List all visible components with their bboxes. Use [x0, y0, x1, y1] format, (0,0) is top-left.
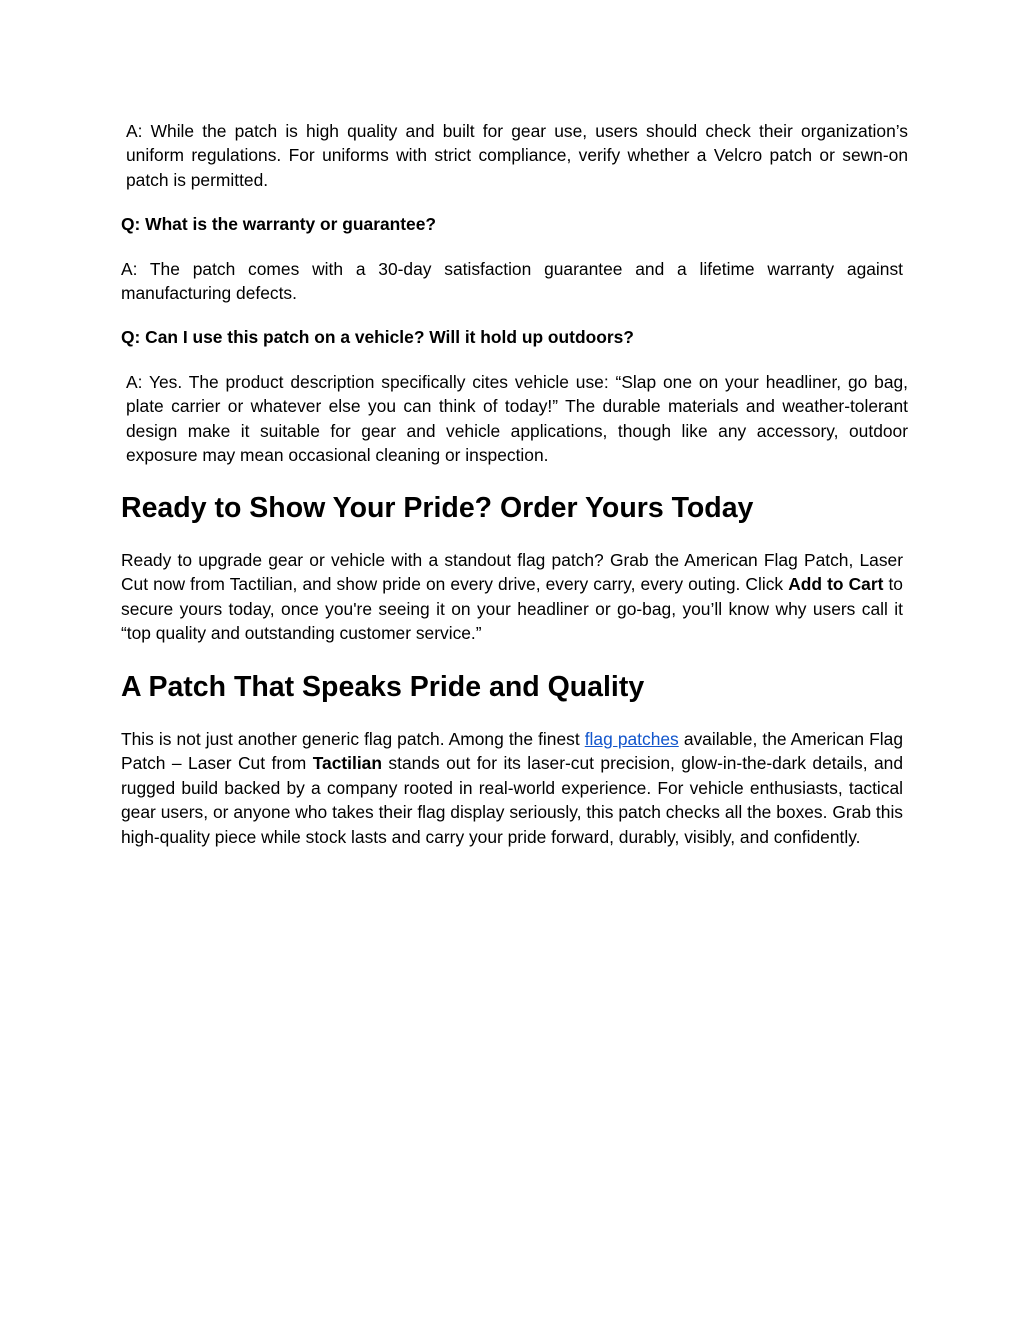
text: This is not just another generic flag patch. Among the finest — [121, 729, 585, 749]
faq-answer-uniform: A: While the patch is high quality and built for gear use, users should check their organization’s uniform regulations. For uniforms with strict compliance, verify whether a Velcro patch or sewn-on patch is permitted. — [126, 121, 908, 190]
heading-pride-quality: A Patch That Speaks Pride and Quality — [121, 671, 645, 703]
faq-question-vehicle: Q: Can I use this patch on a vehicle? Will it hold up outdoors? — [121, 327, 634, 347]
add-to-cart-emphasis: Add to Cart — [788, 574, 884, 595]
faq-answer-vehicle: A: Yes. The product description specifically cites vehicle use: “Slap one on your headliner, go bag, plate carrier or whatever else you can think of today!” The durable materials and weather‑tolerant design make it suitable for gear and vehicle applications, though like any accessory, outdoor exposure may mean occasional cleaning or inspection. — [126, 372, 908, 466]
text: to secure yours today, once you're seeing it on your headliner or go-bag, you’ll know why users call it “top quality and outstanding customer service.” — [121, 574, 903, 644]
heading-order-today: Ready to Show Your Pride? Order Yours Today — [121, 492, 754, 524]
order-paragraph — [121, 548, 903, 646]
tactilian-emphasis: Tactilian — [312, 753, 382, 774]
flag-patches-link[interactable]: flag patches — [584, 729, 679, 749]
faq-question-warranty: Q: What is the warranty or guarantee? — [121, 214, 437, 234]
text: Ready to upgrade gear or vehicle with a standout flag patch? Grab the American Flag Patch, Laser Cut now from Tactilian, and show pride on every drive, every carry, every outing. Click — [121, 550, 903, 595]
quality-paragraph — [121, 727, 903, 849]
faq-answer-warranty: A: The patch comes with a 30‑day satisfaction guarantee and a lifetime warranty against manufacturing defects. — [121, 259, 903, 304]
text: stands out for its laser-cut precision, glow-in-the-dark details, and rugged build backed by a company rooted in real-world experience. For vehicle enthusiasts, tactical gear users, or anyone who takes their flag display seriously, this patch checks all the boxes. Grab this high-quality piece while stock lasts and carry your pride forward, durably, visibly, and confidently. — [121, 753, 903, 847]
text: available, the American Flag Patch – Laser Cut from — [121, 729, 903, 774]
